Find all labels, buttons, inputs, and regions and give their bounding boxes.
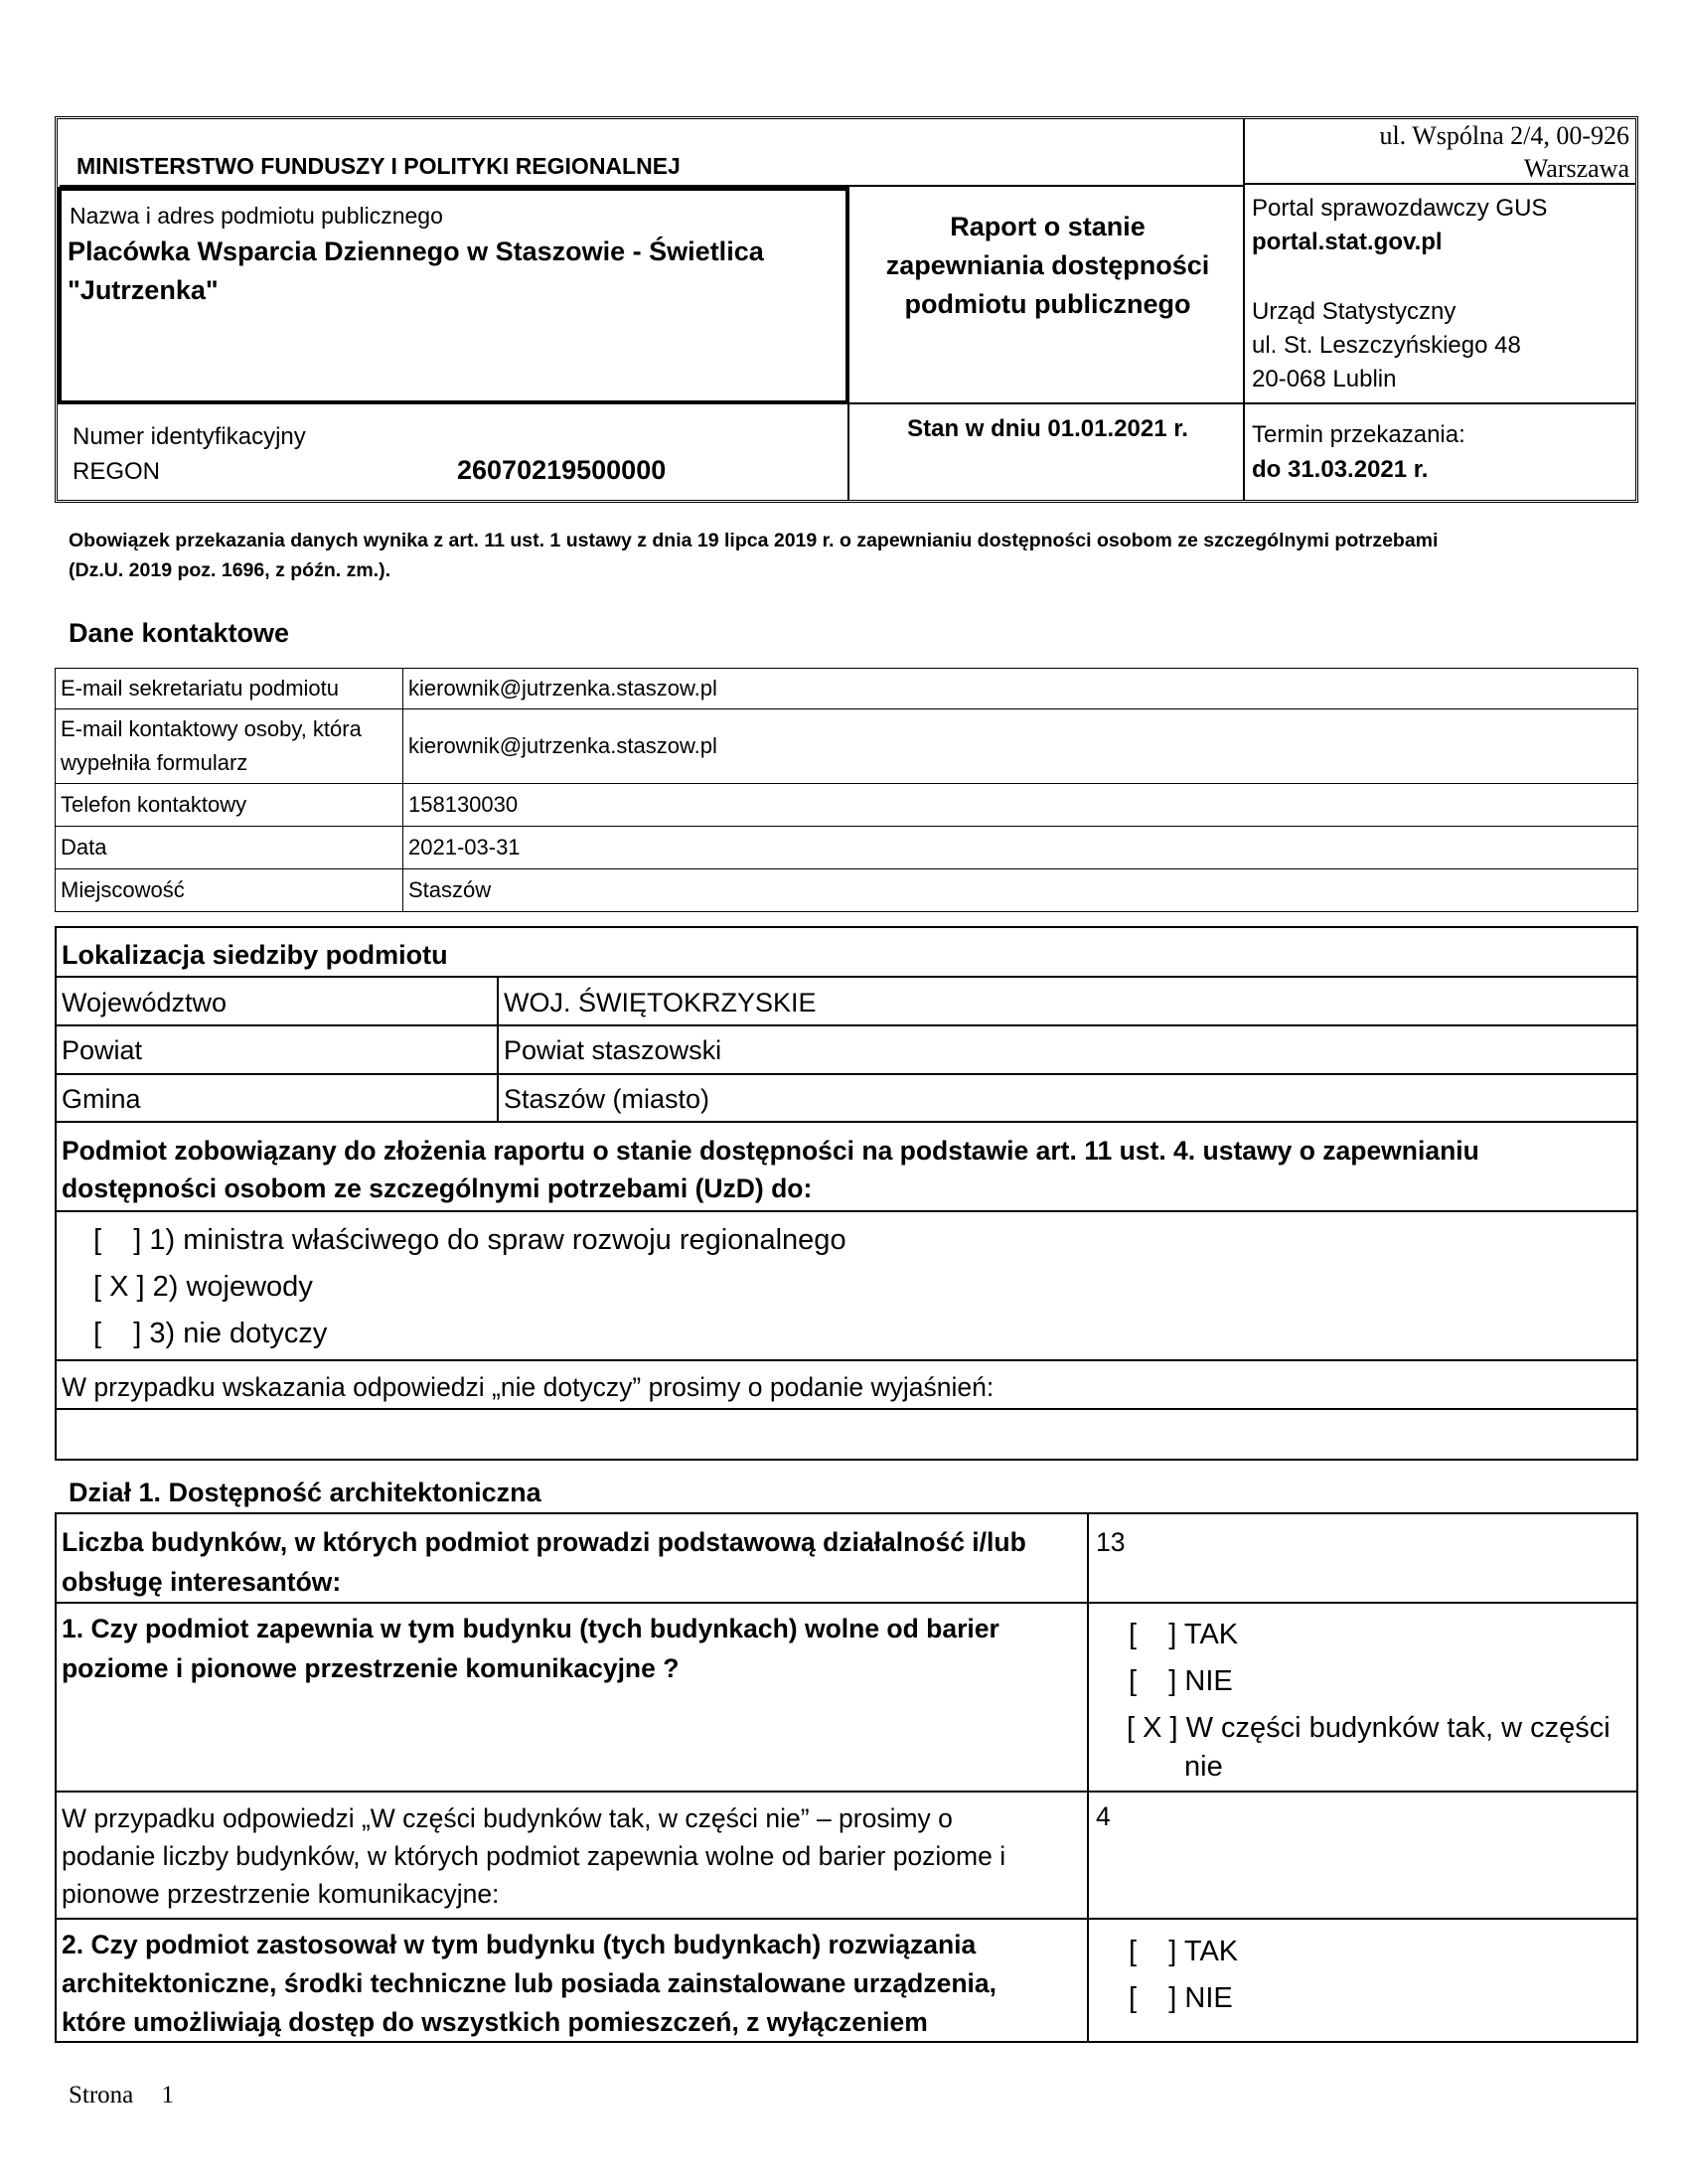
report-title-line-1: Raport o stanie (950, 212, 1146, 241)
regon-value: 26070219500000 (457, 455, 667, 485)
office-line-3: 20-068 Lublin (1252, 366, 1397, 392)
explain-field[interactable] (60, 1412, 1633, 1458)
table-row (56, 784, 1638, 827)
buildings-question-line-2: obsługę interesantów: (62, 1567, 342, 1597)
buildings-question-line-1: Liczba budynków, w których podmiot prowadzi podstawową działalność i/lub (62, 1527, 1026, 1557)
contact-value: kierownik@jutrzenka.staszow.pl (403, 709, 1638, 784)
deadline-label: Termin przekazania: (1252, 421, 1465, 448)
office-line-1: Urząd Statystyczny (1252, 298, 1457, 325)
contact-label: Telefon kontaktowy (56, 784, 403, 827)
buildings-count[interactable]: 13 (1096, 1527, 1126, 1557)
q1-option-nie[interactable]: [ ] NIE (1129, 1665, 1233, 1697)
row-divider (57, 1408, 1636, 1410)
deadline-value: do 31.03.2021 r. (1252, 456, 1429, 483)
location-value: Powiat staszowski (504, 1035, 722, 1065)
contact-table (55, 668, 1638, 912)
row-divider (57, 1791, 1636, 1793)
table-row (56, 669, 1638, 709)
page-label: Strona (69, 2082, 134, 2108)
contact-label-line-1: E-mail kontaktowy osoby, która (61, 716, 362, 741)
row-divider (57, 1602, 1636, 1604)
ministry-title: MINISTERSTWO FUNDUSZY I POLITYKI REGIONALNEJ (77, 153, 681, 179)
q2-line-1: 2. Czy podmiot zastosował w tym budynku (tych budynkach) rozwiązania (62, 1930, 977, 1959)
obligation-title-line-1: Podmiot zobowiązany do złożenia raportu o stanie dostępności na podstawie art. 11 ust. 4. ustawy o zapewnianiu (62, 1136, 1479, 1166)
table-row (56, 709, 1638, 784)
row-divider (57, 1210, 1636, 1212)
location-title: Lokalizacja siedziby podmiotu (62, 940, 448, 970)
legal-note-line-2: (Dz.U. 2019 poz. 1696, z późn. zm.). (69, 559, 390, 581)
q1-line-2: poziome i pionowe przestrzenie komunikacyjne ? (62, 1653, 680, 1683)
q1b-line-3: pionowe przestrzenie komunikacyjne: (62, 1879, 500, 1909)
portal-label: Portal sprawozdawczy GUS (1252, 195, 1548, 222)
section1-col-divider (1087, 1512, 1089, 2043)
id-label: Numer identyfikacyjny (73, 423, 306, 450)
row-divider (57, 1918, 1636, 1920)
location-label: Gmina (62, 1084, 141, 1114)
row-divider (57, 1359, 1636, 1361)
status-date: Stan w dniu 01.01.2021 r. (907, 415, 1188, 442)
office-line-2: ul. St. Leszczyńskiego 48 (1252, 332, 1521, 359)
row-divider (57, 1073, 1636, 1075)
location-value: Staszów (miasto) (504, 1084, 710, 1114)
obligation-option-1[interactable]: [ ] 1) ministra właściwego do spraw rozwoju regionalnego (93, 1224, 846, 1256)
report-title-line-2: zapewniania dostępności (885, 250, 1210, 280)
id-cell (58, 404, 849, 500)
address-line-2: Warszawa (1523, 154, 1629, 183)
address-line-1: ul. Wspólna 2/4, 00-926 (1379, 121, 1629, 150)
portal-url[interactable]: portal.stat.gov.pl (1252, 229, 1443, 255)
contact-label-line-2: wypełniła formularz (61, 750, 248, 775)
entity-label: Nazwa i adres podmiotu publicznego (70, 203, 443, 229)
contact-title: Dane kontaktowe (69, 618, 290, 648)
q2-option-nie[interactable]: [ ] NIE (1129, 1982, 1233, 2014)
q1b-line-2: podanie liczby budynków, w których podmiot zapewnia wolne od barier poziome i (62, 1841, 1006, 1871)
q1-line-1: 1. Czy podmiot zapewnia w tym budynku (tych budynkach) wolne od barier (62, 1614, 999, 1643)
q1-option-tak[interactable]: [ ] TAK (1129, 1619, 1239, 1650)
q2-option-tak[interactable]: [ ] TAK (1129, 1936, 1239, 1967)
entity-name-line-1: Placówka Wsparcia Dziennego w Staszowie - Świetlica (68, 236, 764, 266)
obligation-option-2[interactable]: [ X ] 2) wojewody (93, 1271, 313, 1303)
table-row (56, 827, 1638, 869)
row-divider (57, 1121, 1636, 1123)
location-label: Województwo (62, 988, 228, 1017)
obligation-option-3[interactable]: [ ] 3) nie dotyczy (93, 1318, 328, 1349)
contact-label: E-mail sekretariatu podmiotu (56, 669, 403, 709)
obligation-title-line-2: dostępności osobom ze szczególnymi potrzebami (UzD) do: (62, 1173, 813, 1203)
q1b-value[interactable]: 4 (1096, 1801, 1111, 1831)
contact-label: Miejscowość (56, 869, 403, 912)
entity-name-line-2: "Jutrzenka" (68, 275, 219, 305)
q1-option-partial-cont: nie (1184, 1751, 1223, 1783)
page-number: 1 (161, 2082, 175, 2108)
contact-value: 158130030 (403, 784, 1638, 827)
q1b-line-1: W przypadku odpowiedzi „W części budynków tak, w części nie” – prosimy o (62, 1803, 953, 1833)
row-divider (57, 976, 1636, 978)
location-value: WOJ. ŚWIĘTOKRZYSKIE (504, 988, 817, 1017)
regon-label: REGON (73, 458, 161, 485)
report-title-line-3: podmiotu publicznego (904, 289, 1191, 319)
q1-option-partial[interactable]: [ X ] W części budynków tak, w części (1127, 1712, 1610, 1744)
table-row (56, 869, 1638, 912)
contact-value: kierownik@jutrzenka.staszow.pl (403, 669, 1638, 709)
legal-note-line-1: Obowiązek przekazania danych wynika z art. 11 ust. 1 ustawy z dnia 19 lipca 2019 r. o zapewnianiu dostępności osobom ze szczególnymi potrzebami (69, 530, 1439, 551)
q2-line-2: architektoniczne, środki techniczne lub posiada zainstalowane urządzenia, (62, 1968, 997, 1998)
contact-label: Data (56, 827, 403, 869)
explain-prompt: W przypadku wskazania odpowiedzi „nie dotyczy” prosimy o podanie wyjaśnień: (62, 1372, 995, 1402)
page-footer (69, 2082, 174, 2109)
q2-line-3: które umożliwiają dostęp do wszystkich pomieszczeń, z wyłączeniem (62, 2007, 928, 2037)
section1-title: Dział 1. Dostępność architektoniczna (69, 1478, 541, 1507)
contact-label (56, 709, 403, 784)
contact-value: Staszów (403, 869, 1638, 912)
location-label: Powiat (62, 1035, 143, 1065)
deadline-cell (1243, 402, 1635, 500)
row-divider (57, 1024, 1636, 1026)
contact-value: 2021-03-31 (403, 827, 1638, 869)
location-col-divider (497, 976, 499, 1123)
